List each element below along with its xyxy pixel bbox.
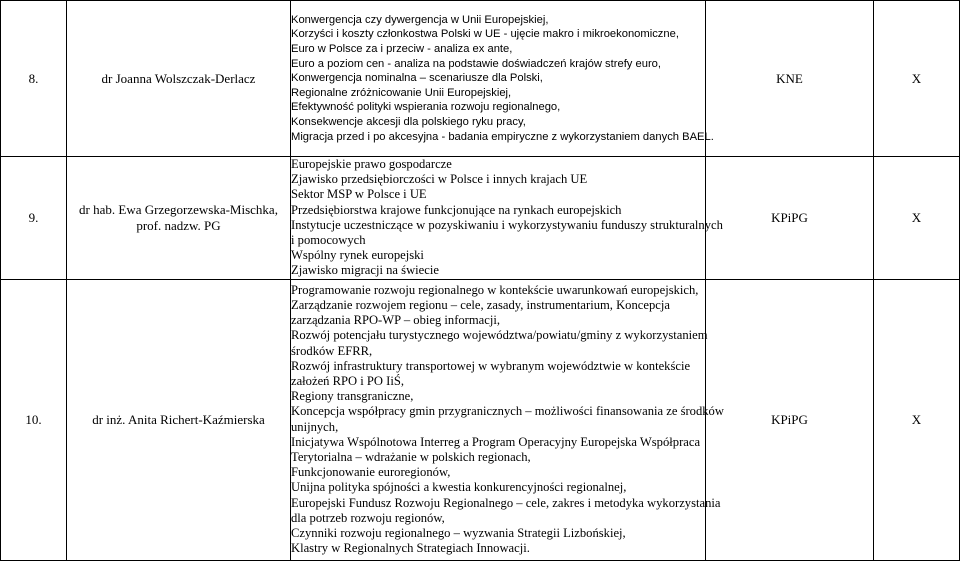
topic-line: Europejski Fundusz Rozwoju Regionalnego – cele, zakres i metodyka wykorzystania [291,495,721,510]
supervisor-name [67,279,291,560]
topic-line: Migracja przed i po akcesyjna - badania empiryczne z wykorzystaniem danych BAEL. [291,130,714,143]
topic-line: Przedsiębiorstwa krajowe funkcjonujące na rynkach europejskich [291,202,622,217]
supervisor-name-line: dr Joanna Wolszczak-Derlacz [101,70,256,86]
topic-line: założeń RPO i PO IiŚ, [291,374,404,389]
table-row [1,157,960,280]
thesis-topics [291,1,714,157]
topic-line: Zjawisko przedsiębiorczości w Polsce i innych krajach UE [291,172,588,187]
topic-line: Czynniki rozwoju regionalnego – wyzwania Strategii Lizbońskiej, [291,526,626,541]
thesis-topics [291,279,724,560]
department-code: KNE [706,1,874,157]
selection-mark: X [874,1,960,157]
topic-line: Unijna polityka spójności a kwestia konkurencyjności regionalnej, [291,480,627,495]
topic-line: Konsekwencje akcesji dla polskiego ryku pracy, [291,115,526,128]
row-number: 8. [1,1,67,157]
selection-mark: X [874,279,960,560]
topic-line: dla potrzeb rozwoju regionów, [291,510,445,525]
topic-line: Europejskie prawo gospodarcze [291,157,452,171]
topic-line: Efektywność polityki wspierania rozwoju regionalnego, [291,101,561,114]
topic-line: Euro a poziom cen - analiza na podstawie doświadczeń krajów strefy euro, [291,57,662,70]
topic-line: Terytorialna – wdrażanie w polskich regionach, [291,450,531,465]
topic-line: Koncepcja współpracy gmin przygranicznych – możliwości finansowania ze środków [291,404,724,419]
supervisor-name [67,1,291,157]
thesis-topics [291,157,723,280]
topic-line: unijnych, [291,419,339,434]
topic-line: środków EFRR, [291,343,373,358]
topic-line: Zarządzanie rozwojem regionu – cele, zasady, instrumentarium, Koncepcja [291,298,670,312]
topic-line: zarządzania RPO-WP – obieg informacji, [291,313,501,328]
department-code: KPiPG [706,279,874,560]
supervisor-name-line: dr hab. Ewa Grzegorzewska-Mischka, [79,201,278,217]
topic-line: Konwergencja nominalna – scenariusze dla Polski, [291,72,543,85]
topic-line: Inicjatywa Wspólnotowa Interreg a Program Operacyjny Europejska Współpraca [291,434,701,449]
row-number: 9. [1,157,67,280]
topic-line: Regiony transgraniczne, [291,389,414,404]
topic-line: Euro w Polsce za i przeciw - analiza ex ante, [291,43,513,56]
topic-line: Konwergencja czy dywergencja w Unii Europejskiej, [291,13,549,26]
topic-line: Korzyści i koszty członkostwa Polski w UE - ujęcie makro i mikroekonomiczne, [291,28,679,41]
table-row [1,279,960,560]
supervisor-name-line: dr inż. Anita Richert-Kaźmierska [92,411,265,427]
topic-line: Rozwój potencjału turystycznego województwa/powiatu/gminy z wykorzystaniem [291,328,708,343]
topic-line: Instytucje uczestniczące w pozyskiwaniu i wykorzystywaniu funduszy strukturalnych [291,217,723,232]
topic-line: i pomocowych [291,233,366,248]
topic-line: Programowanie rozwoju regionalnego w kontekście uwarunkowań europejskich, [291,282,699,297]
supervisor-name [67,157,291,280]
topic-line: Zjawisko migracji na świecie [291,263,439,278]
topic-line: Regionalne zróżnicowanie Unii Europejskiej, [291,86,512,99]
topic-line: Sektor MSP w Polsce i UE [291,187,427,202]
department-code: KPiPG [706,157,874,280]
supervisor-name-line: prof. nadzw. PG [136,217,221,233]
selection-mark: X [874,157,960,280]
topic-line: Rozwój infrastruktury transportowej w wybranym województwie w kontekście [291,358,691,373]
table-row [1,1,960,157]
topic-line: Klastry w Regionalnych Strategiach Innowacji. [291,541,530,556]
topic-line: Funkcjonowanie euroregionów, [291,465,451,480]
topic-line: Wspólny rynek europejski [291,248,424,263]
row-number: 10. [1,279,67,560]
